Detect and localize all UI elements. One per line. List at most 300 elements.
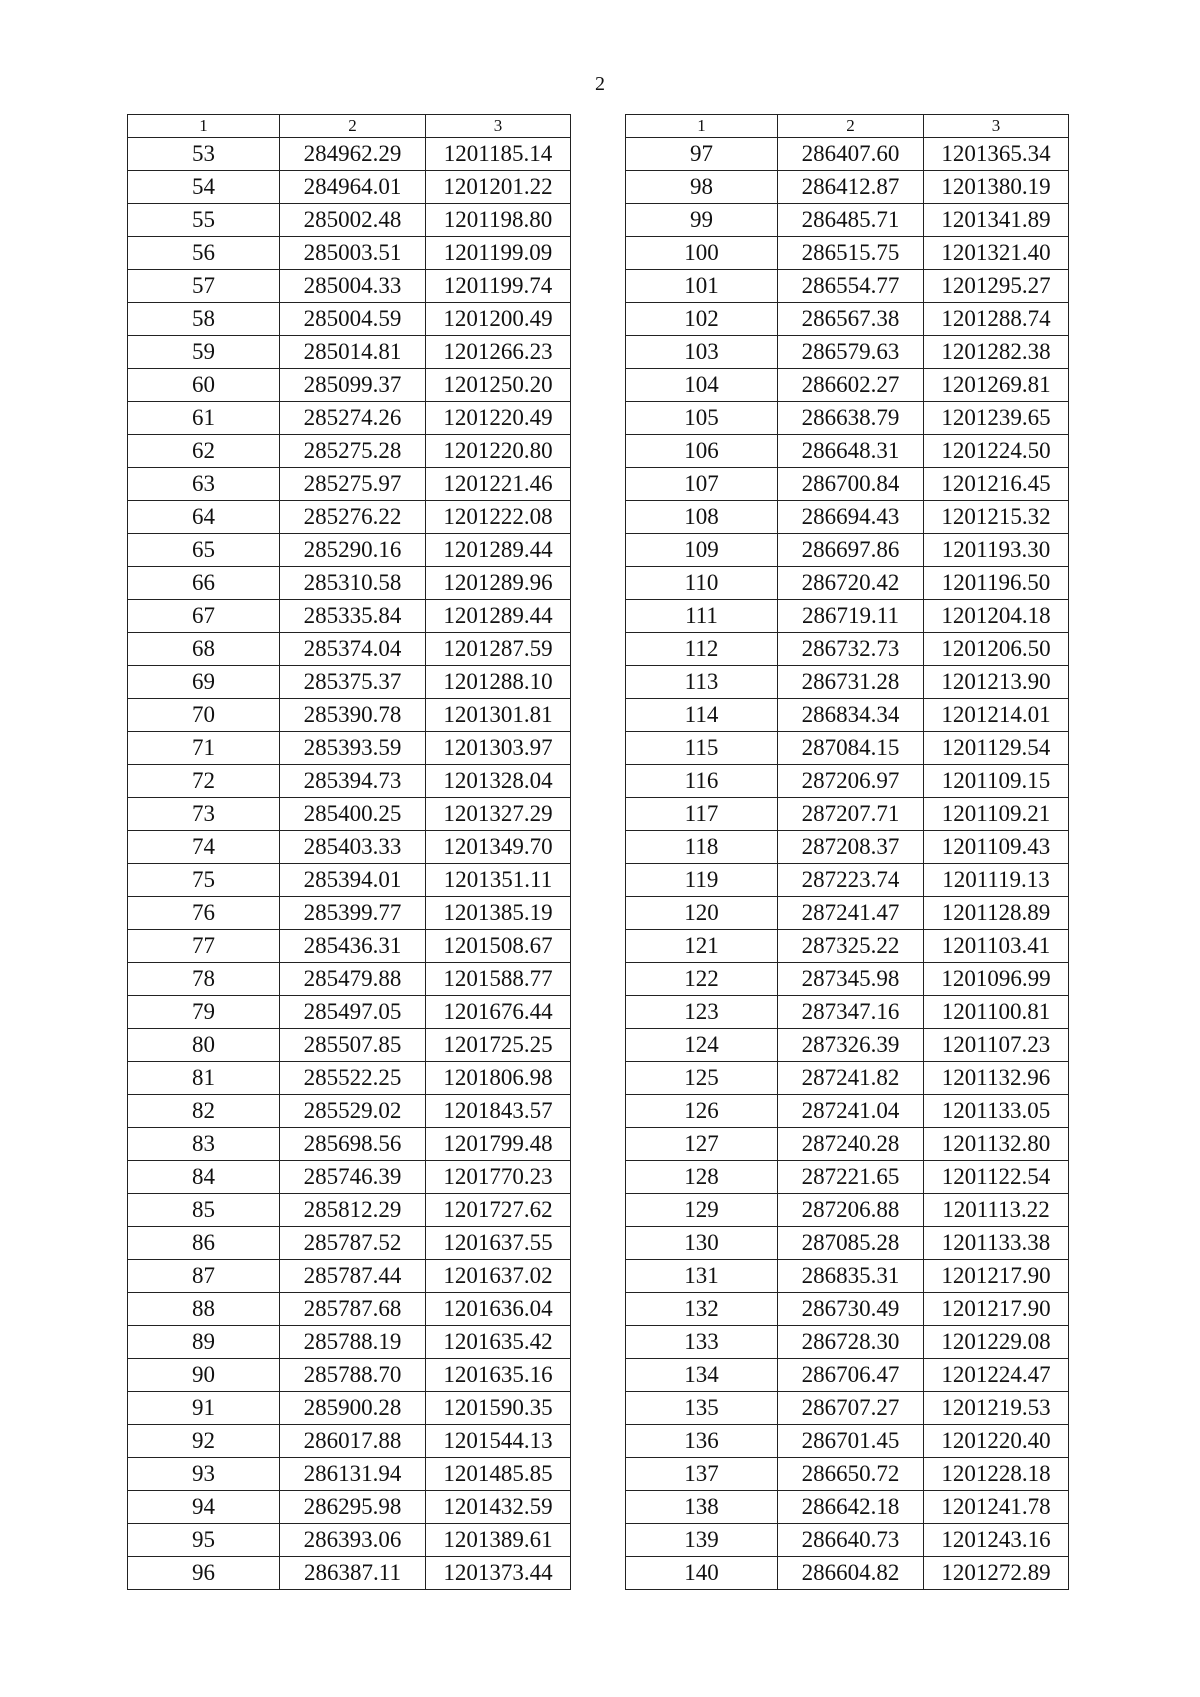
column-header-y: 3 xyxy=(426,115,571,138)
table-row xyxy=(128,435,571,468)
x-coordinate-cell: 287206.97 xyxy=(778,765,924,798)
column-header-x: 2 xyxy=(280,115,426,138)
table-row xyxy=(626,1524,1069,1557)
x-coordinate-cell: 286604.82 xyxy=(778,1557,924,1590)
y-coordinate-cell: 1201221.46 xyxy=(426,468,571,501)
point-number-cell: 107 xyxy=(626,468,778,501)
y-coordinate-cell: 1201288.10 xyxy=(426,666,571,699)
table-row xyxy=(626,732,1069,765)
point-number-cell: 93 xyxy=(128,1458,280,1491)
table-row xyxy=(128,666,571,699)
table-row xyxy=(128,996,571,1029)
table-row xyxy=(626,798,1069,831)
table-row xyxy=(626,864,1069,897)
point-number-cell: 60 xyxy=(128,369,280,402)
table-row xyxy=(128,1095,571,1128)
column-header-y: 3 xyxy=(924,115,1069,138)
column-header-x: 2 xyxy=(778,115,924,138)
table-row xyxy=(626,765,1069,798)
point-number-cell: 53 xyxy=(128,138,280,171)
point-number-cell: 135 xyxy=(626,1392,778,1425)
y-coordinate-cell: 1201214.01 xyxy=(924,699,1069,732)
y-coordinate-cell: 1201204.18 xyxy=(924,600,1069,633)
x-coordinate-cell: 286131.94 xyxy=(280,1458,426,1491)
point-number-cell: 63 xyxy=(128,468,280,501)
x-coordinate-cell: 285394.01 xyxy=(280,864,426,897)
x-coordinate-cell: 285275.97 xyxy=(280,468,426,501)
point-number-cell: 123 xyxy=(626,996,778,1029)
y-coordinate-cell: 1201109.43 xyxy=(924,831,1069,864)
table-row xyxy=(128,1260,571,1293)
y-coordinate-cell: 1201635.42 xyxy=(426,1326,571,1359)
x-coordinate-cell: 287208.37 xyxy=(778,831,924,864)
y-coordinate-cell: 1201229.08 xyxy=(924,1326,1069,1359)
x-coordinate-cell: 285787.52 xyxy=(280,1227,426,1260)
x-coordinate-cell: 285399.77 xyxy=(280,897,426,930)
x-coordinate-cell: 284962.29 xyxy=(280,138,426,171)
point-number-cell: 70 xyxy=(128,699,280,732)
table-row xyxy=(128,897,571,930)
table-row xyxy=(626,501,1069,534)
x-coordinate-cell: 286701.45 xyxy=(778,1425,924,1458)
y-coordinate-cell: 1201241.78 xyxy=(924,1491,1069,1524)
point-number-cell: 69 xyxy=(128,666,280,699)
table-row xyxy=(128,1128,571,1161)
table-row xyxy=(128,468,571,501)
x-coordinate-cell: 286728.30 xyxy=(778,1326,924,1359)
y-coordinate-cell: 1201109.15 xyxy=(924,765,1069,798)
table-row xyxy=(128,1161,571,1194)
table-row xyxy=(128,237,571,270)
x-coordinate-cell: 285004.33 xyxy=(280,270,426,303)
table-row xyxy=(128,567,571,600)
table-row xyxy=(128,864,571,897)
point-number-cell: 74 xyxy=(128,831,280,864)
point-number-cell: 68 xyxy=(128,633,280,666)
y-coordinate-cell: 1201220.49 xyxy=(426,402,571,435)
x-coordinate-cell: 285698.56 xyxy=(280,1128,426,1161)
x-coordinate-cell: 285275.28 xyxy=(280,435,426,468)
table-row xyxy=(626,336,1069,369)
table-row xyxy=(128,270,571,303)
x-coordinate-cell: 287223.74 xyxy=(778,864,924,897)
y-coordinate-cell: 1201133.05 xyxy=(924,1095,1069,1128)
y-coordinate-cell: 1201676.44 xyxy=(426,996,571,1029)
point-number-cell: 67 xyxy=(128,600,280,633)
y-coordinate-cell: 1201303.97 xyxy=(426,732,571,765)
table-row xyxy=(626,930,1069,963)
y-coordinate-cell: 1201220.80 xyxy=(426,435,571,468)
y-coordinate-cell: 1201328.04 xyxy=(426,765,571,798)
y-coordinate-cell: 1201806.98 xyxy=(426,1062,571,1095)
point-number-cell: 92 xyxy=(128,1425,280,1458)
x-coordinate-cell: 285276.22 xyxy=(280,501,426,534)
table-row xyxy=(626,1557,1069,1590)
x-coordinate-cell: 285290.16 xyxy=(280,534,426,567)
point-number-cell: 126 xyxy=(626,1095,778,1128)
point-number-cell: 73 xyxy=(128,798,280,831)
point-number-cell: 101 xyxy=(626,270,778,303)
y-coordinate-cell: 1201119.13 xyxy=(924,864,1069,897)
y-coordinate-cell: 1201282.38 xyxy=(924,336,1069,369)
table-header-row xyxy=(626,115,1069,138)
point-number-cell: 128 xyxy=(626,1161,778,1194)
x-coordinate-cell: 285394.73 xyxy=(280,765,426,798)
table-row xyxy=(626,1392,1069,1425)
x-coordinate-cell: 286640.73 xyxy=(778,1524,924,1557)
y-coordinate-cell: 1201113.22 xyxy=(924,1194,1069,1227)
y-coordinate-cell: 1201224.47 xyxy=(924,1359,1069,1392)
point-number-cell: 136 xyxy=(626,1425,778,1458)
x-coordinate-cell: 286579.63 xyxy=(778,336,924,369)
x-coordinate-cell: 285374.04 xyxy=(280,633,426,666)
y-coordinate-cell: 1201132.96 xyxy=(924,1062,1069,1095)
table-row xyxy=(128,171,571,204)
point-number-cell: 111 xyxy=(626,600,778,633)
table-row xyxy=(128,1557,571,1590)
table-row xyxy=(626,1260,1069,1293)
point-number-cell: 89 xyxy=(128,1326,280,1359)
y-coordinate-cell: 1201389.61 xyxy=(426,1524,571,1557)
table-row xyxy=(626,303,1069,336)
y-coordinate-cell: 1201295.27 xyxy=(924,270,1069,303)
x-coordinate-cell: 286567.38 xyxy=(778,303,924,336)
x-coordinate-cell: 285522.25 xyxy=(280,1062,426,1095)
x-coordinate-cell: 286515.75 xyxy=(778,237,924,270)
point-number-cell: 88 xyxy=(128,1293,280,1326)
point-number-cell: 59 xyxy=(128,336,280,369)
y-coordinate-cell: 1201590.35 xyxy=(426,1392,571,1425)
x-coordinate-cell: 285787.68 xyxy=(280,1293,426,1326)
y-coordinate-cell: 1201843.57 xyxy=(426,1095,571,1128)
y-coordinate-cell: 1201269.81 xyxy=(924,369,1069,402)
x-coordinate-cell: 287206.88 xyxy=(778,1194,924,1227)
y-coordinate-cell: 1201096.99 xyxy=(924,963,1069,996)
y-coordinate-cell: 1201215.32 xyxy=(924,501,1069,534)
table-row xyxy=(128,1359,571,1392)
table-row xyxy=(626,402,1069,435)
point-number-cell: 129 xyxy=(626,1194,778,1227)
table-row xyxy=(626,666,1069,699)
y-coordinate-cell: 1201220.40 xyxy=(924,1425,1069,1458)
y-coordinate-cell: 1201385.19 xyxy=(426,897,571,930)
point-number-cell: 97 xyxy=(626,138,778,171)
x-coordinate-cell: 286295.98 xyxy=(280,1491,426,1524)
y-coordinate-cell: 1201287.59 xyxy=(426,633,571,666)
x-coordinate-cell: 285335.84 xyxy=(280,600,426,633)
point-number-cell: 137 xyxy=(626,1458,778,1491)
y-coordinate-cell: 1201365.34 xyxy=(924,138,1069,171)
y-coordinate-cell: 1201289.96 xyxy=(426,567,571,600)
table-row xyxy=(626,1095,1069,1128)
point-number-cell: 95 xyxy=(128,1524,280,1557)
x-coordinate-cell: 286017.88 xyxy=(280,1425,426,1458)
table-row xyxy=(626,237,1069,270)
point-number-cell: 72 xyxy=(128,765,280,798)
x-coordinate-cell: 287241.04 xyxy=(778,1095,924,1128)
x-coordinate-cell: 285004.59 xyxy=(280,303,426,336)
point-number-cell: 127 xyxy=(626,1128,778,1161)
point-number-cell: 119 xyxy=(626,864,778,897)
table-row xyxy=(626,1458,1069,1491)
point-number-cell: 65 xyxy=(128,534,280,567)
point-number-cell: 140 xyxy=(626,1557,778,1590)
y-coordinate-cell: 1201185.14 xyxy=(426,138,571,171)
point-number-cell: 113 xyxy=(626,666,778,699)
table-row xyxy=(128,1293,571,1326)
table-row xyxy=(128,963,571,996)
y-coordinate-cell: 1201198.80 xyxy=(426,204,571,237)
y-coordinate-cell: 1201770.23 xyxy=(426,1161,571,1194)
x-coordinate-cell: 287241.47 xyxy=(778,897,924,930)
point-number-cell: 71 xyxy=(128,732,280,765)
x-coordinate-cell: 286731.28 xyxy=(778,666,924,699)
point-number-cell: 118 xyxy=(626,831,778,864)
point-number-cell: 76 xyxy=(128,897,280,930)
point-number-cell: 117 xyxy=(626,798,778,831)
table-row xyxy=(128,600,571,633)
x-coordinate-cell: 287326.39 xyxy=(778,1029,924,1062)
x-coordinate-cell: 287345.98 xyxy=(778,963,924,996)
y-coordinate-cell: 1201213.90 xyxy=(924,666,1069,699)
table-row xyxy=(626,1227,1069,1260)
x-coordinate-cell: 286393.06 xyxy=(280,1524,426,1557)
table-row xyxy=(128,1029,571,1062)
y-coordinate-cell: 1201289.44 xyxy=(426,534,571,567)
table-row xyxy=(626,369,1069,402)
table-row xyxy=(626,1062,1069,1095)
y-coordinate-cell: 1201239.65 xyxy=(924,402,1069,435)
point-number-cell: 82 xyxy=(128,1095,280,1128)
y-coordinate-cell: 1201327.29 xyxy=(426,798,571,831)
y-coordinate-cell: 1201216.45 xyxy=(924,468,1069,501)
point-number-cell: 58 xyxy=(128,303,280,336)
x-coordinate-cell: 286719.11 xyxy=(778,600,924,633)
x-coordinate-cell: 286650.72 xyxy=(778,1458,924,1491)
point-number-cell: 115 xyxy=(626,732,778,765)
table-row xyxy=(128,336,571,369)
point-number-cell: 121 xyxy=(626,930,778,963)
y-coordinate-cell: 1201637.02 xyxy=(426,1260,571,1293)
x-coordinate-cell: 286694.43 xyxy=(778,501,924,534)
column-header-point-number: 1 xyxy=(626,115,778,138)
point-number-cell: 79 xyxy=(128,996,280,1029)
table-row xyxy=(626,1491,1069,1524)
table-row xyxy=(128,1491,571,1524)
x-coordinate-cell: 286602.27 xyxy=(778,369,924,402)
y-coordinate-cell: 1201588.77 xyxy=(426,963,571,996)
x-coordinate-cell: 287085.28 xyxy=(778,1227,924,1260)
x-coordinate-cell: 286720.42 xyxy=(778,567,924,600)
point-number-cell: 90 xyxy=(128,1359,280,1392)
x-coordinate-cell: 286642.18 xyxy=(778,1491,924,1524)
table-row xyxy=(626,1029,1069,1062)
table-row xyxy=(128,138,571,171)
point-number-cell: 133 xyxy=(626,1326,778,1359)
point-number-cell: 84 xyxy=(128,1161,280,1194)
table-row xyxy=(626,633,1069,666)
x-coordinate-cell: 286732.73 xyxy=(778,633,924,666)
x-coordinate-cell: 286700.84 xyxy=(778,468,924,501)
y-coordinate-cell: 1201103.41 xyxy=(924,930,1069,963)
y-coordinate-cell: 1201206.50 xyxy=(924,633,1069,666)
table-row xyxy=(128,1227,571,1260)
table-header-row xyxy=(128,115,571,138)
y-coordinate-cell: 1201727.62 xyxy=(426,1194,571,1227)
table-row xyxy=(128,402,571,435)
point-number-cell: 134 xyxy=(626,1359,778,1392)
y-coordinate-cell: 1201109.21 xyxy=(924,798,1069,831)
table-row xyxy=(626,567,1069,600)
table-row xyxy=(128,930,571,963)
point-number-cell: 120 xyxy=(626,897,778,930)
table-row xyxy=(128,501,571,534)
y-coordinate-cell: 1201636.04 xyxy=(426,1293,571,1326)
point-number-cell: 56 xyxy=(128,237,280,270)
table-row xyxy=(128,1062,571,1095)
x-coordinate-cell: 287207.71 xyxy=(778,798,924,831)
table-row xyxy=(128,369,571,402)
y-coordinate-cell: 1201132.80 xyxy=(924,1128,1069,1161)
point-number-cell: 80 xyxy=(128,1029,280,1062)
x-coordinate-cell: 286834.34 xyxy=(778,699,924,732)
y-coordinate-cell: 1201199.74 xyxy=(426,270,571,303)
x-coordinate-cell: 286387.11 xyxy=(280,1557,426,1590)
x-coordinate-cell: 286638.79 xyxy=(778,402,924,435)
y-coordinate-cell: 1201122.54 xyxy=(924,1161,1069,1194)
point-number-cell: 96 xyxy=(128,1557,280,1590)
y-coordinate-cell: 1201243.16 xyxy=(924,1524,1069,1557)
y-coordinate-cell: 1201219.53 xyxy=(924,1392,1069,1425)
table-row xyxy=(128,831,571,864)
table-row xyxy=(128,798,571,831)
x-coordinate-cell: 286407.60 xyxy=(778,138,924,171)
table-row xyxy=(626,1359,1069,1392)
x-coordinate-cell: 285507.85 xyxy=(280,1029,426,1062)
point-number-cell: 57 xyxy=(128,270,280,303)
table-row xyxy=(626,1326,1069,1359)
y-coordinate-cell: 1201351.11 xyxy=(426,864,571,897)
point-number-cell: 122 xyxy=(626,963,778,996)
coordinates-table-left xyxy=(127,114,571,1590)
point-number-cell: 66 xyxy=(128,567,280,600)
y-coordinate-cell: 1201128.89 xyxy=(924,897,1069,930)
point-number-cell: 55 xyxy=(128,204,280,237)
table-row xyxy=(128,1326,571,1359)
point-number-cell: 78 xyxy=(128,963,280,996)
point-number-cell: 114 xyxy=(626,699,778,732)
y-coordinate-cell: 1201288.74 xyxy=(924,303,1069,336)
point-number-cell: 103 xyxy=(626,336,778,369)
y-coordinate-cell: 1201224.50 xyxy=(924,435,1069,468)
table-row xyxy=(128,303,571,336)
point-number-cell: 62 xyxy=(128,435,280,468)
x-coordinate-cell: 285788.70 xyxy=(280,1359,426,1392)
y-coordinate-cell: 1201321.40 xyxy=(924,237,1069,270)
x-coordinate-cell: 286412.87 xyxy=(778,171,924,204)
table-row xyxy=(626,138,1069,171)
table-row xyxy=(128,534,571,567)
x-coordinate-cell: 286697.86 xyxy=(778,534,924,567)
x-coordinate-cell: 285746.39 xyxy=(280,1161,426,1194)
x-coordinate-cell: 285787.44 xyxy=(280,1260,426,1293)
y-coordinate-cell: 1201193.30 xyxy=(924,534,1069,567)
table-row xyxy=(626,1128,1069,1161)
y-coordinate-cell: 1201799.48 xyxy=(426,1128,571,1161)
x-coordinate-cell: 286485.71 xyxy=(778,204,924,237)
x-coordinate-cell: 286554.77 xyxy=(778,270,924,303)
point-number-cell: 77 xyxy=(128,930,280,963)
x-coordinate-cell: 285436.31 xyxy=(280,930,426,963)
point-number-cell: 75 xyxy=(128,864,280,897)
table-row xyxy=(128,204,571,237)
point-number-cell: 54 xyxy=(128,171,280,204)
point-number-cell: 106 xyxy=(626,435,778,468)
y-coordinate-cell: 1201725.25 xyxy=(426,1029,571,1062)
y-coordinate-cell: 1201222.08 xyxy=(426,501,571,534)
x-coordinate-cell: 285393.59 xyxy=(280,732,426,765)
table-row xyxy=(128,732,571,765)
table-row xyxy=(626,1293,1069,1326)
y-coordinate-cell: 1201217.90 xyxy=(924,1260,1069,1293)
x-coordinate-cell: 285310.58 xyxy=(280,567,426,600)
y-coordinate-cell: 1201217.90 xyxy=(924,1293,1069,1326)
x-coordinate-cell: 285390.78 xyxy=(280,699,426,732)
y-coordinate-cell: 1201508.67 xyxy=(426,930,571,963)
x-coordinate-cell: 285375.37 xyxy=(280,666,426,699)
x-coordinate-cell: 285479.88 xyxy=(280,963,426,996)
point-number-cell: 130 xyxy=(626,1227,778,1260)
x-coordinate-cell: 287221.65 xyxy=(778,1161,924,1194)
x-coordinate-cell: 287241.82 xyxy=(778,1062,924,1095)
y-coordinate-cell: 1201544.13 xyxy=(426,1425,571,1458)
table-row xyxy=(626,171,1069,204)
page-number: 2 xyxy=(595,73,605,95)
column-header-point-number: 1 xyxy=(128,115,280,138)
y-coordinate-cell: 1201228.18 xyxy=(924,1458,1069,1491)
point-number-cell: 102 xyxy=(626,303,778,336)
y-coordinate-cell: 1201107.23 xyxy=(924,1029,1069,1062)
x-coordinate-cell: 285900.28 xyxy=(280,1392,426,1425)
y-coordinate-cell: 1201373.44 xyxy=(426,1557,571,1590)
table-row xyxy=(128,633,571,666)
point-number-cell: 86 xyxy=(128,1227,280,1260)
x-coordinate-cell: 285002.48 xyxy=(280,204,426,237)
point-number-cell: 98 xyxy=(626,171,778,204)
point-number-cell: 105 xyxy=(626,402,778,435)
x-coordinate-cell: 285014.81 xyxy=(280,336,426,369)
table-row xyxy=(626,600,1069,633)
x-coordinate-cell: 286835.31 xyxy=(778,1260,924,1293)
y-coordinate-cell: 1201349.70 xyxy=(426,831,571,864)
y-coordinate-cell: 1201133.38 xyxy=(924,1227,1069,1260)
point-number-cell: 138 xyxy=(626,1491,778,1524)
x-coordinate-cell: 287240.28 xyxy=(778,1128,924,1161)
y-coordinate-cell: 1201635.16 xyxy=(426,1359,571,1392)
point-number-cell: 112 xyxy=(626,633,778,666)
coordinates-table-right xyxy=(625,114,1069,1590)
x-coordinate-cell: 285788.19 xyxy=(280,1326,426,1359)
point-number-cell: 139 xyxy=(626,1524,778,1557)
y-coordinate-cell: 1201301.81 xyxy=(426,699,571,732)
y-coordinate-cell: 1201485.85 xyxy=(426,1458,571,1491)
table-row xyxy=(128,1425,571,1458)
point-number-cell: 104 xyxy=(626,369,778,402)
y-coordinate-cell: 1201196.50 xyxy=(924,567,1069,600)
point-number-cell: 91 xyxy=(128,1392,280,1425)
point-number-cell: 124 xyxy=(626,1029,778,1062)
point-number-cell: 83 xyxy=(128,1128,280,1161)
